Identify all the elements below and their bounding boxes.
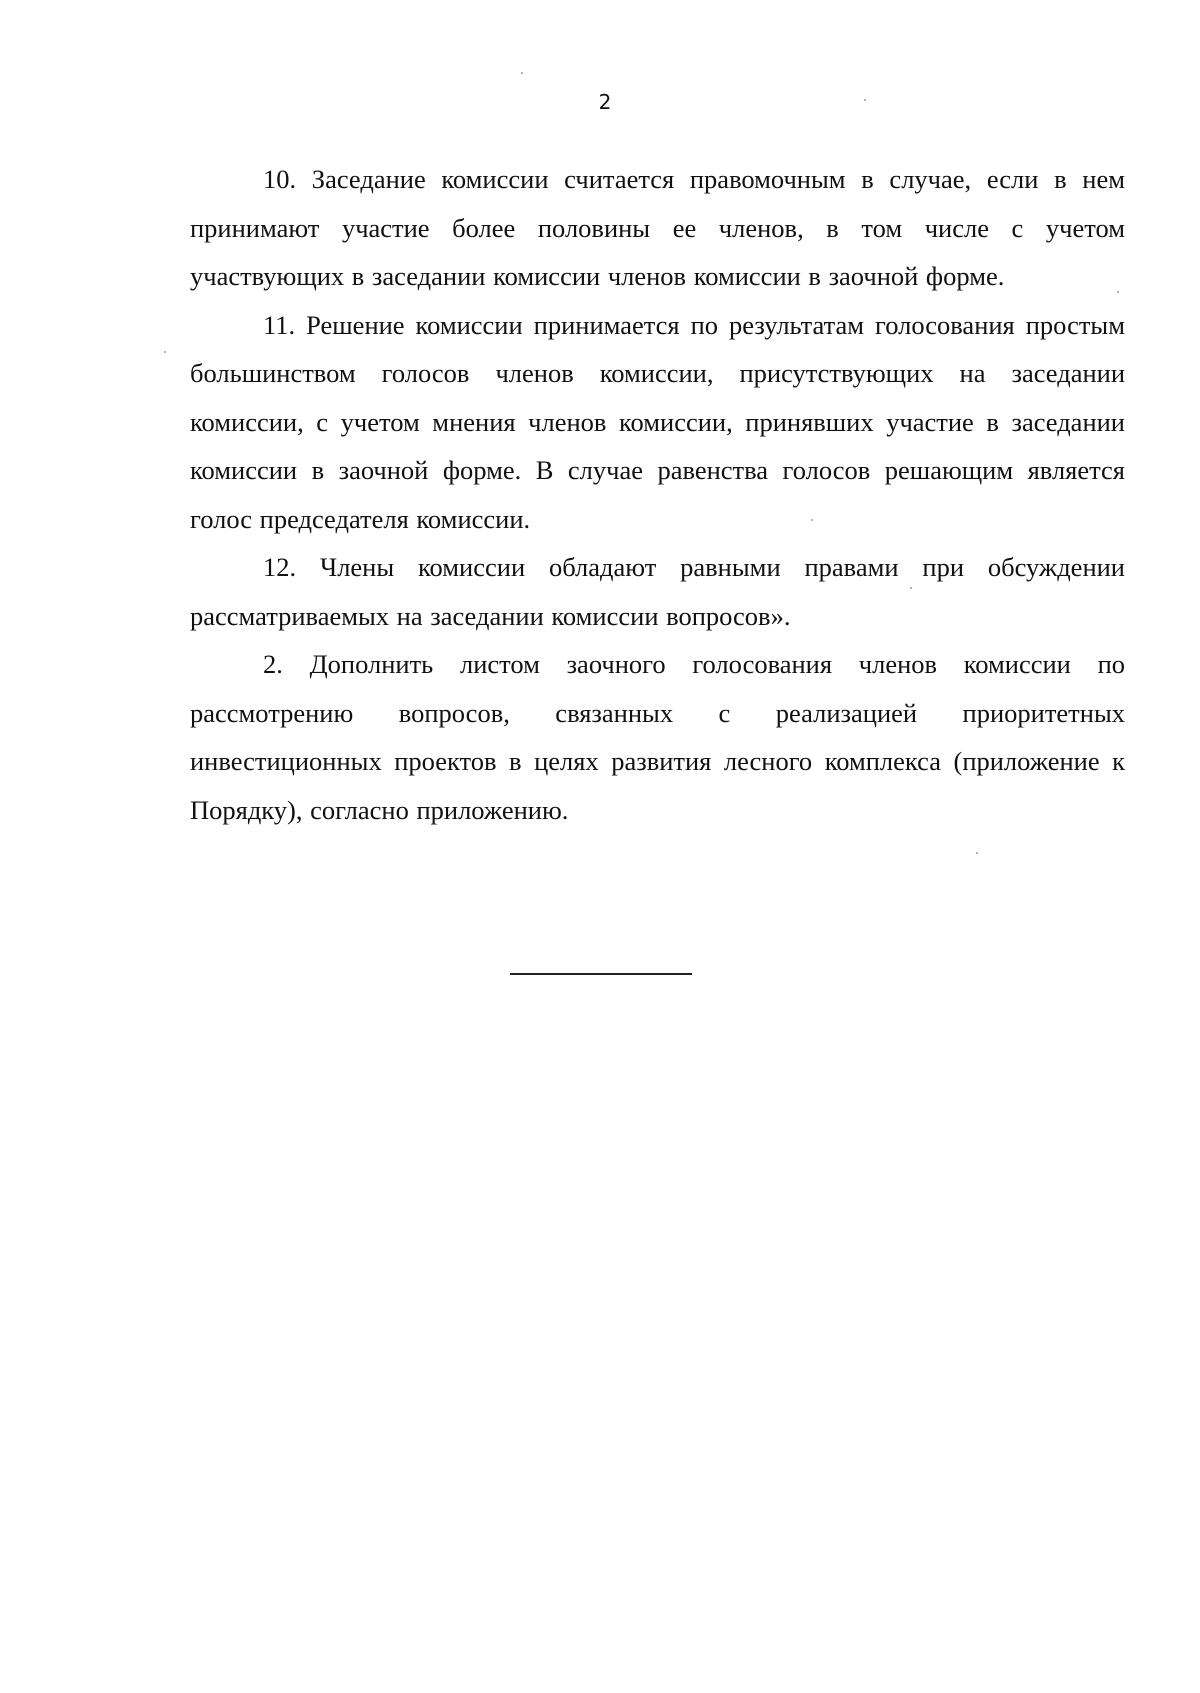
- paragraph-item-2: 2. Дополнить листом заочного голосования членов комиссии по рассмотрению вопросов, связанных с реализацией приоритетных инвестиционных проектов в целях развития лесного комплекса (приложение к Порядку), согласно приложению.: [190, 649, 1125, 825]
- document-body: [190, 155, 1125, 834]
- scan-speck: [864, 99, 866, 101]
- scan-speck: [910, 587, 912, 589]
- paragraph-item-10: 10. Заседание комиссии считается правомочным в случае, если в нем принимают участие более половины ее членов, в том числе с учетом участвующих в заседании комиссии членов комиссии в заочной форме.: [190, 164, 1125, 291]
- scan-speck: [164, 351, 166, 353]
- scan-speck: [811, 519, 813, 521]
- paragraph-item-12: 12. Члены комиссии обладают равными правами при обсуждении рассматриваемых на заседании комиссии вопросов».: [190, 552, 1125, 631]
- scan-speck: [1117, 291, 1119, 293]
- closing-separator-line: [510, 973, 692, 975]
- paragraph-item-11: 11. Решение комиссии принимается по результатам голосования простым большинством голосов членов комиссии, присутствующих на заседании комиссии, с учетом мнения членов комиссии, принявших участие в заседании комиссии в заочной форме. В случае равенства голосов решающим является голос председателя комиссии.: [190, 309, 1125, 534]
- page-number: 2: [598, 90, 612, 114]
- scan-speck: [976, 852, 978, 854]
- scan-speck: [521, 72, 523, 74]
